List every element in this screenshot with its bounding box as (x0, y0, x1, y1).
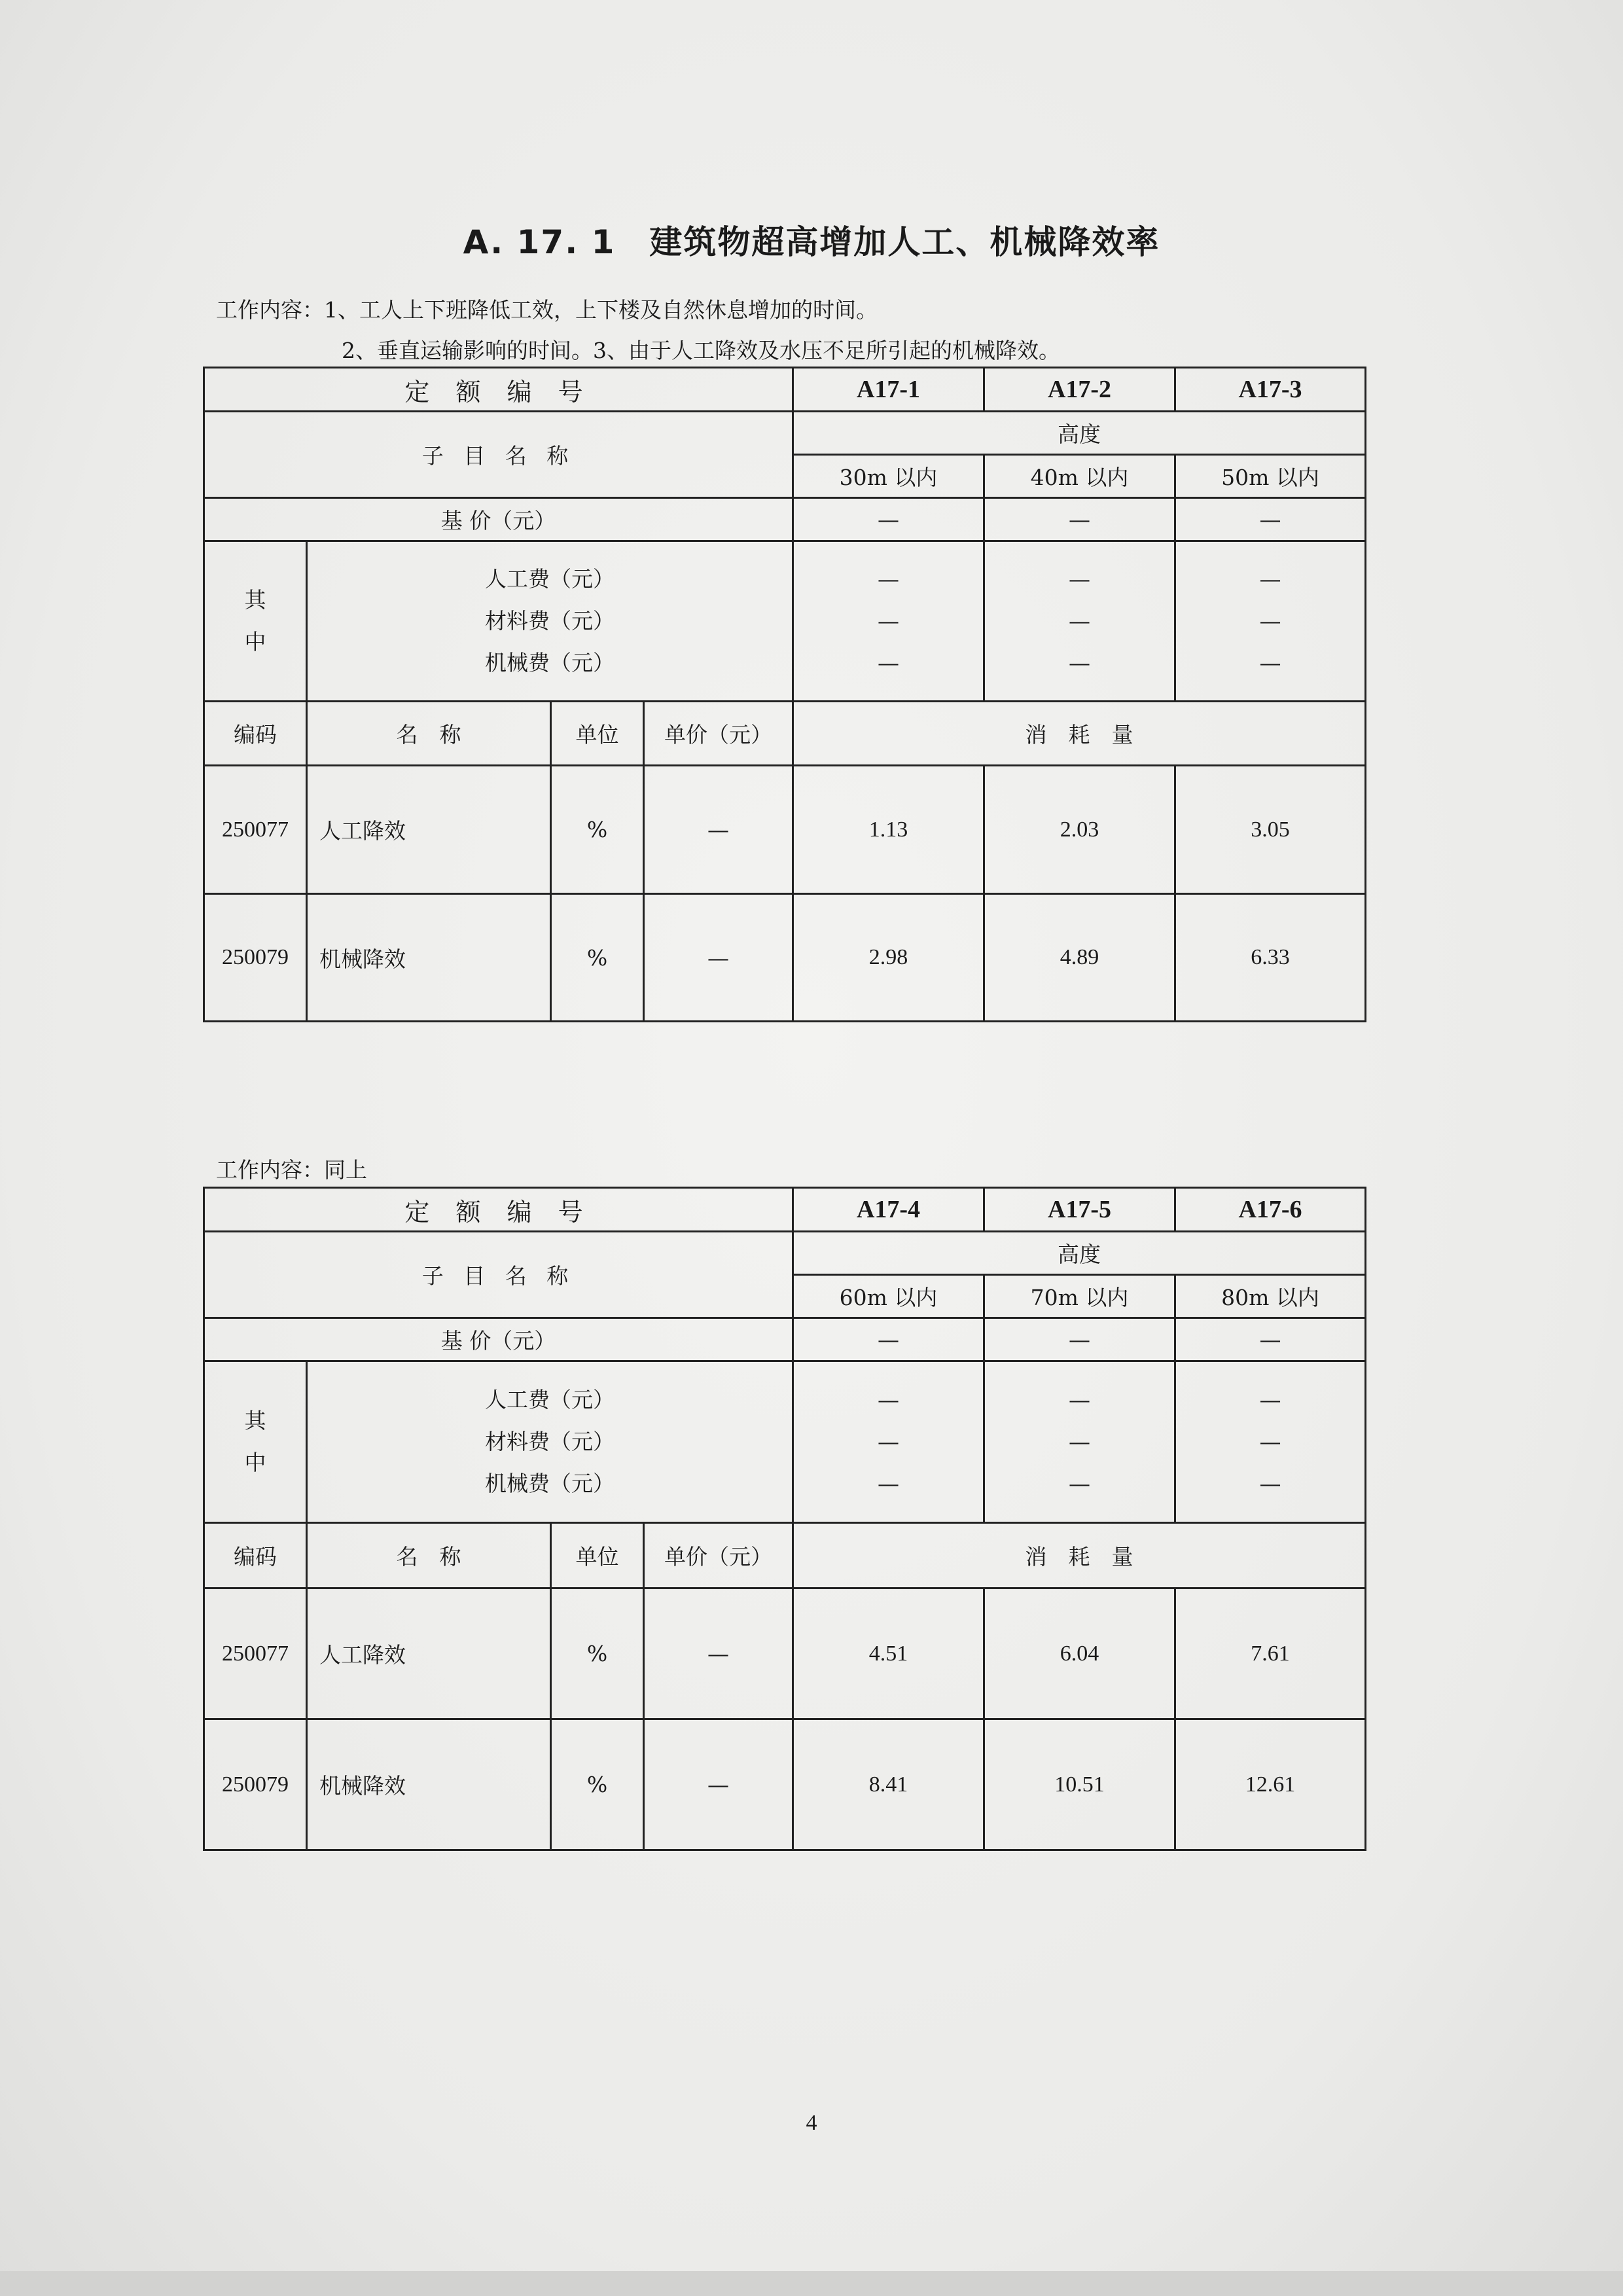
quota-code-label: 定 额 编 号 (204, 1188, 793, 1232)
row-price: — (644, 1719, 793, 1850)
col-unit-header: 单位 (551, 702, 644, 766)
height-range: 60m 以内 (793, 1275, 984, 1318)
fee-value: — (1259, 650, 1281, 675)
fee-value: — (1259, 1387, 1281, 1412)
base-price-value: — (793, 498, 984, 541)
row-name: 人工降效 (307, 766, 551, 894)
labor-fee-label: 人工费（元） (485, 1387, 615, 1412)
row-value: 3.05 (1175, 766, 1366, 894)
work-content-line-1: 工作内容：1、工人上下班降低工效，上下楼及自然休息增加的时间。 (216, 297, 878, 323)
row-value: 2.03 (984, 766, 1175, 894)
base-price-value: — (793, 1318, 984, 1361)
fee-values (793, 1361, 984, 1523)
row-value: 6.33 (1175, 894, 1366, 1022)
row-code: 250077 (204, 766, 307, 894)
fee-value: — (878, 566, 899, 592)
height-range: 80m 以内 (1175, 1275, 1366, 1318)
row-name: 机械降效 (307, 894, 551, 1022)
row-unit: % (551, 1588, 644, 1719)
row-code: 250079 (204, 894, 307, 1022)
fee-values (793, 541, 984, 702)
height-range: 70m 以内 (984, 1275, 1175, 1318)
work-content-line-3: 工作内容：同上 (216, 1157, 367, 1183)
row-code: 250077 (204, 1588, 307, 1719)
qi-char: 其 (244, 587, 266, 613)
row-price: — (644, 766, 793, 894)
row-name: 人工降效 (307, 1588, 551, 1719)
fee-value: — (1069, 608, 1090, 634)
col-consumption-header: 消 耗 量 (793, 702, 1366, 766)
material-fee-label: 材料费（元） (485, 608, 615, 634)
base-price-value: — (984, 1318, 1175, 1361)
height-label: 高度 (793, 1232, 1366, 1275)
fee-value: — (1069, 566, 1090, 592)
fee-value: — (1069, 1387, 1090, 1412)
base-price-label: 基 价（元） (204, 498, 793, 541)
row-code: 250079 (204, 1719, 307, 1850)
labor-fee-label: 人工费（元） (485, 566, 615, 592)
fee-value: — (1069, 650, 1090, 675)
row-value: 12.61 (1175, 1719, 1366, 1850)
table-row (204, 1719, 1366, 1850)
row-value: 4.51 (793, 1588, 984, 1719)
height-label: 高度 (793, 412, 1366, 455)
quota-code: A17-3 (1175, 368, 1366, 412)
row-price: — (644, 1588, 793, 1719)
fee-labels (307, 1361, 793, 1523)
col-consumption-header: 消 耗 量 (793, 1523, 1366, 1588)
row-unit: % (551, 894, 644, 1022)
quota-code: A17-4 (793, 1188, 984, 1232)
col-name-header: 名 称 (307, 1523, 551, 1588)
height-range: 40m 以内 (984, 455, 1175, 498)
col-name-header: 名 称 (307, 702, 551, 766)
fee-value: — (1259, 1429, 1281, 1454)
material-fee-label: 材料费（元） (485, 1429, 615, 1454)
fee-value: — (878, 1471, 899, 1496)
quota-code: A17-5 (984, 1188, 1175, 1232)
height-range: 50m 以内 (1175, 455, 1366, 498)
quota-code: A17-2 (984, 368, 1175, 412)
fee-values (984, 541, 1175, 702)
row-value: 10.51 (984, 1719, 1175, 1850)
item-name-label: 子 目 名 称 (204, 1232, 793, 1318)
quota-code-label: 定 额 编 号 (204, 368, 793, 412)
of-which-label (204, 1361, 307, 1523)
fee-values (984, 1361, 1175, 1523)
scanner-edge (0, 2271, 1623, 2296)
col-price-header: 单价（元） (644, 702, 793, 766)
row-value: 8.41 (793, 1719, 984, 1850)
fee-value: — (1069, 1429, 1090, 1454)
row-value: 2.98 (793, 894, 984, 1022)
page-title: A. 17. 1 建筑物超高增加人工、机械降效率 (463, 223, 1160, 261)
fee-values (1175, 1361, 1366, 1523)
quota-table-2 (203, 1187, 1366, 1851)
fee-value: — (1259, 1471, 1281, 1496)
fee-value: — (1259, 608, 1281, 634)
base-price-label: 基 价（元） (204, 1318, 793, 1361)
row-unit: % (551, 766, 644, 894)
work-content-line-2: 2、垂直运输影响的时间。3、由于人工降效及水压不足所引起的机械降效。 (342, 338, 1060, 363)
quota-code: A17-6 (1175, 1188, 1366, 1232)
quota-code: A17-1 (793, 368, 984, 412)
row-value: 1.13 (793, 766, 984, 894)
fee-labels (307, 541, 793, 702)
fee-value: — (878, 608, 899, 634)
table-row (204, 766, 1366, 894)
machine-fee-label: 机械费（元） (485, 650, 615, 675)
row-value: 7.61 (1175, 1588, 1366, 1719)
table-row (204, 894, 1366, 1022)
fee-value: — (1069, 1471, 1090, 1496)
page-number: 4 (806, 2111, 817, 2135)
col-price-header: 单价（元） (644, 1523, 793, 1588)
zhong-char: 中 (244, 629, 266, 655)
col-code-header: 编码 (204, 1523, 307, 1588)
machine-fee-label: 机械费（元） (485, 1471, 615, 1496)
row-name: 机械降效 (307, 1719, 551, 1850)
height-range: 30m 以内 (793, 455, 984, 498)
zhong-char: 中 (244, 1450, 266, 1475)
fee-value: — (1259, 566, 1281, 592)
fee-value: — (878, 1429, 899, 1454)
row-value: 4.89 (984, 894, 1175, 1022)
qi-char: 其 (244, 1408, 266, 1433)
col-unit-header: 单位 (551, 1523, 644, 1588)
fee-value: — (878, 1387, 899, 1412)
fee-value: — (878, 650, 899, 675)
of-which-label (204, 541, 307, 702)
base-price-value: — (984, 498, 1175, 541)
row-unit: % (551, 1719, 644, 1850)
row-price: — (644, 894, 793, 1022)
fee-values (1175, 541, 1366, 702)
quota-table-1 (203, 367, 1366, 1022)
col-code-header: 编码 (204, 702, 307, 766)
item-name-label: 子 目 名 称 (204, 412, 793, 498)
table-row (204, 1588, 1366, 1719)
base-price-value: — (1175, 1318, 1366, 1361)
base-price-value: — (1175, 498, 1366, 541)
row-value: 6.04 (984, 1588, 1175, 1719)
